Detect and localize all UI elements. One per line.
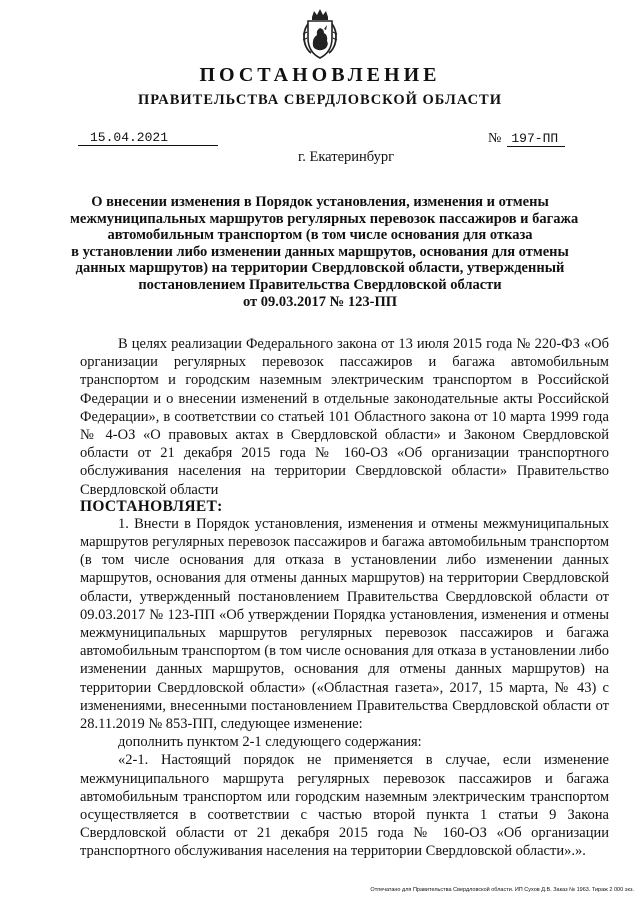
city: г. Екатеринбург <box>297 149 395 165</box>
document-title <box>70 194 579 310</box>
document-date: 15.04.2021 <box>78 130 218 146</box>
clause-2-1-paragraph: «2-1. Настоящий порядок не применяется в случае, если изменение межмуниципального маршрута регулярных перевозок пассажиров и багажа автомобильным транспортом или городским наземным электрическим транспортом осуществляется в соответствии с частью второй пункта 1 статьи 9 Закона Свердловской области от 21 декабря 2015 года № 160-ОЗ «Об организации транспортного обслуживания населения на территории Свердловской области».». <box>80 752 609 860</box>
supplement-paragraph: дополнить пунктом 2-1 следующего содержания: <box>118 734 422 751</box>
number-sign: № <box>488 131 502 146</box>
coat-of-arms-icon <box>299 8 341 62</box>
document-type: ПОСТАНОВЛЕНИЕ <box>199 64 441 86</box>
issuer-name: ПРАВИТЕЛЬСТВА СВЕРДЛОВСКОЙ ОБЛАСТИ <box>137 92 503 108</box>
document-number <box>488 130 582 147</box>
order-word: ПОСТАНОВЛЯЕТ: <box>80 497 223 515</box>
title-line: от 09.03.2017 № 123-ПП <box>242 293 397 310</box>
preamble-paragraph: В целях реализации Федерального закона от 13 июля 2015 года № 220-ФЗ «Об организации регулярных перевозок пассажиров и багажа автомобильным транспортом и городским наземным электрическим транспортом в Российской Федерации и о внесении изменений в отдельные законодательные акты Российской Федерации», в соответствии со статьей 101 Областного закона от 10 марта 1999 года № 4-ОЗ «О правовых актах в Свердловской области» и Законом Свердловской области от 21 декабря 2015 года № 160-ОЗ «Об организации транспортного обслуживания населения на территории Свердловской области» Правительство Свердловской области <box>80 336 609 498</box>
number-value: 197-ПП <box>507 131 565 147</box>
title-line: данных маршрутов) на территории Свердловской области, утвержденный <box>75 260 565 277</box>
title-line: О внесении изменения в Порядок установления, изменения и отмены <box>91 194 549 210</box>
title-line: автомобильным транспортом (в том числе основания для отказа <box>107 227 533 244</box>
title-line: межмуниципальных маршрутов регулярных перевозок пассажиров и багажа <box>70 210 579 227</box>
title-line: в установлении либо изменении данных маршрутов, основания для отмены <box>71 243 569 260</box>
item-1-paragraph: 1. Внести в Порядок установления, изменения и отмены межмуниципальных маршрутов регулярных перевозок пассажиров и багажа автомобильным транспортом (в том числе основания для отказа в установлении либо изменении данных маршрутов, основания для отмены данных маршрутов) на территории Свердловской области, утвержденный постановлением Правительства Свердловской области от 09.03.2017 № 123-ПП «Об утверждении Порядка установления, изменения и отмены межмуниципальных маршрутов регулярных перевозок пассажиров и багажа автомобильным транспортом (в том числе основания для отказа в установлении либо изменении данных маршрутов, основания для отмены данных маршрутов) на территории Свердловской области» («Областная газета», 2017, 15 марта, № 43) с изменениями, внесенными постановлением Правительства Свердловской области от 28.11.2019 № 853-ПП, следующее изменение: <box>80 515 609 733</box>
document-body <box>80 335 609 861</box>
title-line: постановлением Правительства Свердловской области <box>138 276 502 293</box>
print-footer: Отпечатано для Правительства Свердловской области. ИП Сухов Д.В. Заказ № 1963. Тираж 2 000 экз. <box>370 887 634 893</box>
